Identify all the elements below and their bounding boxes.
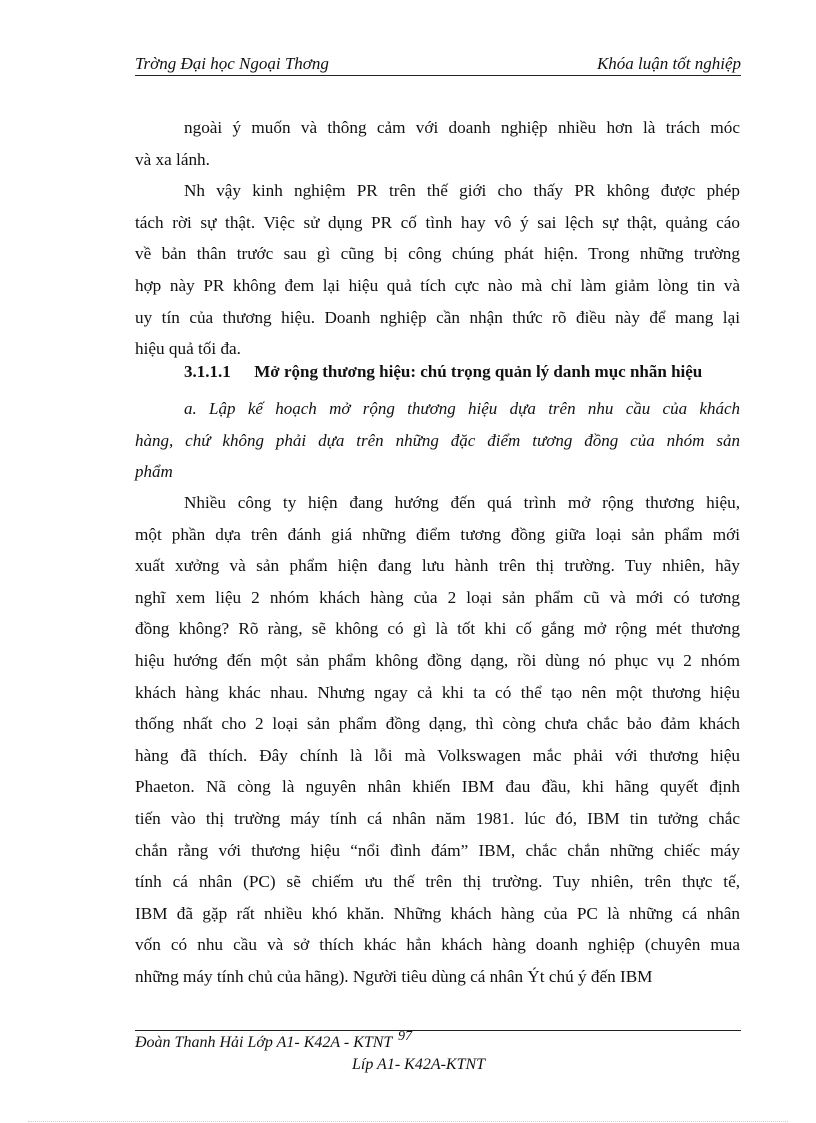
section-number: 3.1.1.1: [184, 362, 231, 381]
text-line: a. Lập kế hoạch mở rộng thương hiệu dựa trên nhu cầu của khách: [184, 399, 740, 418]
text-line: hợp này PR không đem lại hiệu quả tích cực nào mà chỉ làm giảm lòng tin và: [135, 275, 740, 295]
header-school-name: Trờng Đại học Ngoại Thơng: [135, 54, 329, 73]
paragraph-3: [135, 487, 740, 993]
section-heading: [184, 362, 702, 382]
text-line: nghĩ xem liệu 2 nhóm khách hàng của 2 loại sản phẩm cũ và mới có tương: [135, 587, 740, 607]
header-document-type: Khóa luận tốt nghiệp: [596, 54, 741, 73]
footer-author-class: Đoàn Thanh Hải Lớp A1- K42A - KTNT: [135, 1034, 393, 1051]
text-line: hàng đã thích. Đây chính là lỗi mà Volkswagen mắc phải với thương hiệu: [135, 745, 740, 765]
paragraph-2: [135, 175, 740, 365]
text-line: vốn có nhu cầu và sở thích khác hẳn khách hàng doanh nghiệp (chuyên mua: [135, 935, 740, 955]
text-line: khách hàng khác nhau. Nhưng ngay cả khi ta có thể tạo nên một thương hiệu: [135, 682, 740, 702]
text-line: uy tín của thương hiệu. Doanh nghiệp cần nhận thức rõ điều này để mang lại: [135, 307, 740, 327]
text-line: tính cá nhân (PC) sẽ chiếm ưu thế trên thị trường. Tuy nhiên, trên thực tế,: [135, 872, 740, 892]
text-line: thống nhất cho 2 loại sản phẩm đồng dạng, thì còng chưa chắc bảo đảm khách: [135, 714, 740, 734]
text-line: IBM đã gặp rất nhiều khó khăn. Những khách hàng của PC là những cá nhân: [135, 903, 740, 923]
text-line: Phaeton. Nã còng là nguyên nhân khiến IBM đau đầu, khi hãng quyết định: [135, 777, 740, 797]
text-line: Nh vậy kinh nghiệm PR trên thế giới cho thấy PR không được phép: [184, 181, 740, 201]
footer-rule: [135, 1030, 741, 1031]
header-rule: [135, 75, 741, 76]
text-line: hiệu quả tối đa.: [135, 339, 241, 359]
text-line: về bản thân trước sau gì cũng bị công chúng phát hiện. Trong những trường: [135, 244, 740, 264]
text-line: đồng không? Rõ ràng, sẽ không có gì là tốt khi cố gắng mở rộng mét thương: [135, 619, 740, 639]
text-line: hiệu hướng đến một sản phẩm không đồng dạng, rồi dùng nó phục vụ 2 nhóm: [135, 650, 740, 670]
text-line: tiến vào thị trường máy tính cá nhân năm 1981. lúc đó, IBM tin tưởng chắc: [135, 808, 740, 828]
text-line: ngoài ý muốn và thông cảm với doanh nghiệp nhiều hơn là trách móc: [184, 118, 740, 137]
text-line: tách rời sự thật. Việc sử dụng PR cố tình hay vô ý sai lệch sự thật, quảng cáo: [135, 212, 740, 232]
document-body: [135, 112, 740, 365]
subheading-a: [135, 393, 740, 488]
text-line: Nhiều công ty hiện đang hướng đến quá trình mở rộng thương hiệu,: [184, 493, 740, 512]
page-header: [135, 52, 741, 76]
text-line: và xa lánh.: [135, 149, 210, 169]
text-line: phẩm: [135, 462, 173, 482]
text-line: hàng, chứ không phải dựa trên những đặc điểm tương đồng của nhóm sản: [135, 430, 740, 450]
page-bottom-divider: [28, 1121, 788, 1122]
paragraph-1: [135, 112, 740, 175]
text-line: chắn rằng với thương hiệu “nổi đình đám” IBM, chắc chắn những chiếc máy: [135, 840, 740, 860]
section-title: Mở rộng thương hiệu: chú trọng quản lý danh mục nhãn hiệu: [254, 362, 703, 381]
footer-class-code: Líp A1- K42A-KTNT: [352, 1056, 486, 1073]
text-line: xuất xưởng và sản phẩm hiện đang lưu hành trên thị trường. Tuy nhiên, hãy: [135, 556, 740, 576]
text-line: những máy tính chủ của hãng). Người tiêu dùng cá nhân Ýt chú ý đến IBM: [135, 966, 653, 986]
text-line: một phần dựa trên đánh giá những điểm tương đồng giữa loại sản phẩm mới: [135, 524, 740, 544]
page-number: 97: [398, 1029, 412, 1044]
